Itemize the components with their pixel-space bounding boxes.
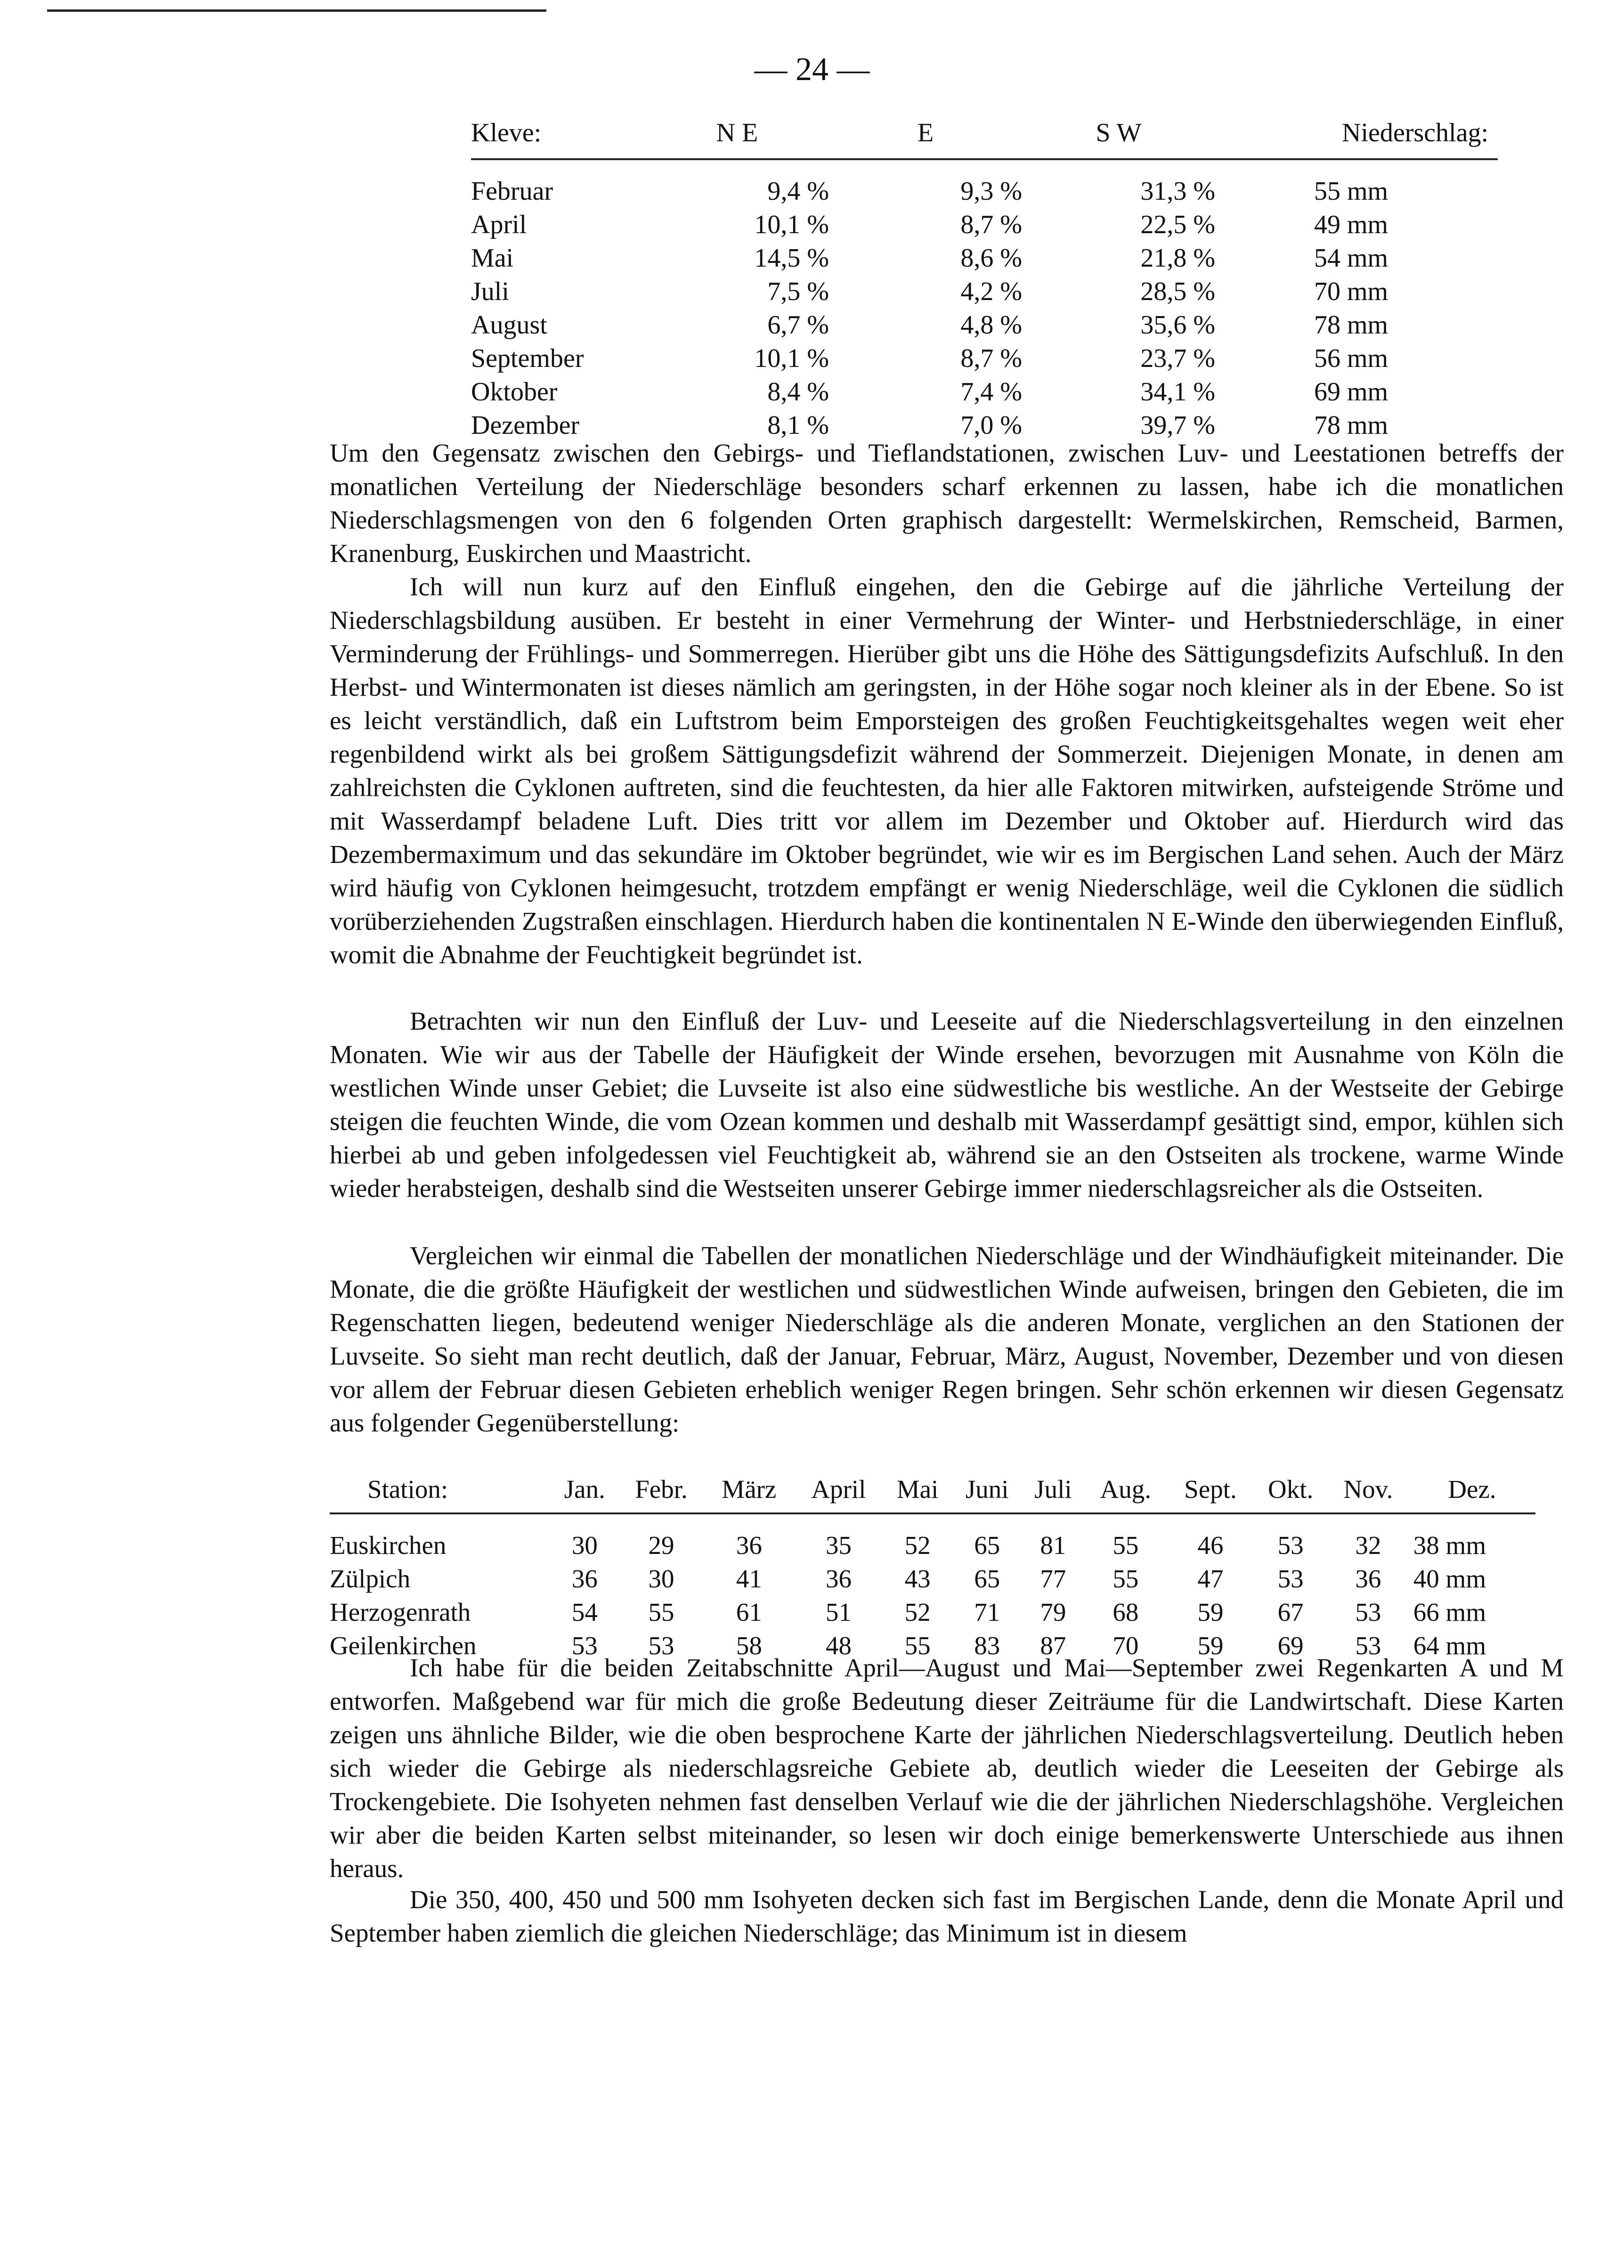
table-cell: Juli bbox=[471, 276, 509, 306]
table-cell: 55 mm bbox=[1314, 176, 1389, 206]
table-cell: 32 bbox=[1355, 1531, 1381, 1560]
table-cell: 38 mm bbox=[1413, 1531, 1486, 1560]
table-cell: Oktober bbox=[471, 377, 558, 406]
table-cell: 28,5 % bbox=[1140, 276, 1215, 306]
column-header: April bbox=[811, 1474, 866, 1504]
table-cell: 69 mm bbox=[1314, 377, 1389, 406]
table-cell: 64 mm bbox=[1413, 1631, 1486, 1660]
paragraph-4: Vergleichen wir einmal die Tabellen der monatlichen Niederschläge und der Windhäufigkeit miteinander. Die Monate, die die größte Häufigkeit der westlichen und südwestlichen Winde aufweisen, bringen den Gebieten, die im Regenschatten liegen, bedeutend weniger Niederschläge als die anderen Monate, verglichen an den Stationen der Luvseite. So sieht man recht deutlich, daß der Januar, Februar, März, August, November, Dezember und von diesen vor allem der Februar diesen Gebieten erheblich weniger Regen bringen. Sehr schön erkennen wir diesen Gegensatz aus folgender Gegenüberstellung: bbox=[330, 1241, 1564, 1437]
table-cell: Dezember bbox=[471, 410, 580, 440]
table-cell: 43 bbox=[904, 1564, 931, 1593]
table-row bbox=[471, 159, 1498, 208]
table-cell: 35 bbox=[825, 1531, 852, 1560]
column-header: Aug. bbox=[1100, 1474, 1152, 1504]
table-cell: 65 bbox=[974, 1531, 1000, 1560]
top-rule bbox=[47, 9, 546, 12]
table-cell: 53 bbox=[1355, 1598, 1381, 1626]
table-cell: 51 bbox=[825, 1598, 852, 1626]
table-cell: 52 bbox=[904, 1531, 931, 1560]
table-cell: Februar bbox=[471, 176, 553, 206]
table-cell: 8,7 % bbox=[960, 343, 1022, 373]
table-cell: 7,0 % bbox=[960, 410, 1022, 440]
table-cell: 9,3 % bbox=[960, 176, 1022, 206]
table-row bbox=[471, 241, 1498, 275]
table-header-row bbox=[471, 118, 1498, 159]
table-cell: 53 bbox=[1277, 1531, 1304, 1560]
paragraph-5: Ich habe für die beiden Zeitabschnitte April—August und Mai—September zwei Regenkarten A und M entworfen. Maßgebend war für mich die große Bedeutung dieser Zeiträume für die Landwirtschaft. Diese Karten zeigen uns ähnliche Bilder, wie die oben besprochene Karte der jährlichen Niederschlagsverteilung. Deutlich heben sich wieder die Gebirge als niederschlagsreiche Gebiete ab, deutlich wieder die Leeseiten der Gebirge als Trockengebiete. Die Isohyeten nehmen fast denselben Verlauf wie die der jährlichen Niederschlagshöhe. Vergleichen wir aber die beiden Karten selbst miteinander, so lesen wir doch einige bemerkenswerte Unterschiede aus ihnen heraus. bbox=[330, 1653, 1564, 1883]
column-header: Nov. bbox=[1343, 1474, 1393, 1504]
table-cell: 4,2 % bbox=[960, 276, 1022, 306]
table-cell: 8,6 % bbox=[960, 243, 1022, 273]
table-cell: 56 mm bbox=[1314, 343, 1389, 373]
column-header: Juni bbox=[965, 1474, 1009, 1504]
column-header: Niederschlag: bbox=[1342, 118, 1488, 147]
table-cell: 49 mm bbox=[1314, 210, 1389, 239]
station-precipitation-table bbox=[330, 1472, 1535, 1662]
table-cell: 58 bbox=[736, 1631, 762, 1660]
table-cell: 36 bbox=[736, 1531, 762, 1560]
table-cell: April bbox=[471, 210, 527, 239]
column-header: Sept. bbox=[1184, 1474, 1237, 1504]
table-cell: 48 bbox=[825, 1631, 852, 1660]
column-header: März bbox=[722, 1474, 777, 1504]
table-cell: 70 bbox=[1112, 1631, 1139, 1660]
table-cell: 36 bbox=[571, 1564, 598, 1593]
table-cell: 40 mm bbox=[1413, 1564, 1486, 1593]
table-cell: 41 bbox=[736, 1564, 762, 1593]
table-cell: 83 bbox=[974, 1631, 1000, 1660]
table-cell: 7,4 % bbox=[960, 377, 1022, 406]
table-cell: 79 bbox=[1040, 1598, 1066, 1626]
table-cell: 53 bbox=[1277, 1564, 1304, 1593]
table-cell: 69 bbox=[1277, 1631, 1304, 1660]
column-header: Station: bbox=[367, 1474, 448, 1504]
table-row bbox=[471, 375, 1498, 408]
paragraph-2: Ich will nun kurz auf den Einfluß eingehen, den die Gebirge auf die jährliche Verteilung der Niederschlagsbildung ausüben. Er besteht in einer Vermehrung der Winter- und Herbstniederschläge, in einer Verminderung der Frühlings- und Sommerregen. Hierüber gibt uns die Höhe des Sättigungsdefizits Aufschluß. In den Herbst- und Wintermonaten ist dieses nämlich am geringsten, in der Höhe sogar noch kleiner als in der Ebene. So ist es leicht verständlich, daß ein Luftstrom beim Emporsteigen des großen Feuchtigkeitsgehaltes wegen weit eher regenbildend wirkt als bei großem Sättigungsdefizit während der Sommerzeit. Diejenigen Monate, in denen am zahlreichsten die Cyklonen auftreten, sind die feuchtesten, da hier alle Faktoren mitwirken, aufsteigende Ströme und mit Wasserdampf beladene Luft. Dies tritt vor allem im Dezember und Oktober auf. Hierdurch wird das Dezembermaximum und das sekundäre im Oktober begründet, wie wir es im Bergischen Land sehen. Auch der März wird häufig von Cyklonen heimgesucht, trotzdem empfängt er wenig Niederschläge, weil die Cyklonen die südlich vorüberziehenden Zugstraßen einschlagen. Hierdurch haben die kontinentalen N E-Winde den überwiegenden Einfluß, womit die Abnahme der Feuchtigkeit begründet ist. bbox=[330, 572, 1564, 969]
table-cell: 9,4 % bbox=[767, 176, 829, 206]
table-cell: 77 bbox=[1040, 1564, 1066, 1593]
table-row bbox=[471, 341, 1498, 375]
table-cell: 30 bbox=[571, 1531, 598, 1560]
table-cell: 10,1 % bbox=[754, 343, 829, 373]
table-cell: 39,7 % bbox=[1140, 410, 1215, 440]
column-header: Jan. bbox=[564, 1474, 605, 1504]
table-cell: 8,1 % bbox=[767, 410, 829, 440]
table-cell: Herzogenrath bbox=[330, 1598, 471, 1626]
table-row bbox=[330, 1562, 1535, 1595]
column-header: Mai bbox=[896, 1474, 939, 1504]
column-header: Febr. bbox=[635, 1474, 688, 1504]
table-cell: 36 bbox=[1355, 1564, 1381, 1593]
table-cell: 71 bbox=[974, 1598, 1000, 1626]
table-cell: 34,1 % bbox=[1140, 377, 1215, 406]
table-cell: 35,6 % bbox=[1140, 310, 1215, 340]
table-cell: 70 mm bbox=[1314, 276, 1389, 306]
table-cell: 14,5 % bbox=[754, 243, 829, 273]
table-cell: 23,7 % bbox=[1140, 343, 1215, 373]
table-row bbox=[330, 1513, 1535, 1562]
table-row bbox=[471, 208, 1498, 241]
column-header: Juli bbox=[1034, 1474, 1072, 1504]
table-cell: 59 bbox=[1197, 1598, 1224, 1626]
table-cell: 7,5 % bbox=[767, 276, 829, 306]
table-cell: Mai bbox=[471, 243, 514, 273]
table-cell: 4,8 % bbox=[960, 310, 1022, 340]
table-cell: 8,7 % bbox=[960, 210, 1022, 239]
table-cell: 78 mm bbox=[1314, 310, 1389, 340]
table-cell: 21,8 % bbox=[1140, 243, 1215, 273]
table-row bbox=[471, 275, 1498, 308]
column-header: N E bbox=[716, 118, 758, 147]
table-cell: 8,4 % bbox=[767, 377, 829, 406]
table-cell: 59 bbox=[1197, 1631, 1224, 1660]
table-header-row bbox=[330, 1472, 1535, 1513]
table-cell: 78 mm bbox=[1314, 410, 1389, 440]
table-cell: 54 mm bbox=[1314, 243, 1389, 273]
table-cell: 68 bbox=[1112, 1598, 1139, 1626]
kleve-wind-table bbox=[471, 118, 1498, 442]
table-cell: 30 bbox=[648, 1564, 674, 1593]
table-cell: 66 mm bbox=[1413, 1598, 1486, 1626]
table-cell: 10,1 % bbox=[754, 210, 829, 239]
column-header: E bbox=[917, 118, 934, 147]
table-cell: 55 bbox=[1112, 1531, 1139, 1560]
table-cell: Zülpich bbox=[330, 1564, 411, 1593]
table-cell: 81 bbox=[1040, 1531, 1066, 1560]
table-cell: 29 bbox=[648, 1531, 674, 1560]
column-header: Okt. bbox=[1268, 1474, 1314, 1504]
table-cell: 52 bbox=[904, 1598, 931, 1626]
column-header: Kleve: bbox=[471, 118, 542, 147]
table-cell: 53 bbox=[571, 1631, 598, 1660]
table-cell: 53 bbox=[1355, 1631, 1381, 1660]
table-cell: 31,3 % bbox=[1140, 176, 1215, 206]
table-cell: 6,7 % bbox=[767, 310, 829, 340]
table-cell: 55 bbox=[648, 1598, 674, 1626]
paragraph-6: Die 350, 400, 450 und 500 mm Isohyeten decken sich fast im Bergischen Lande, denn die Monate April und September haben ziemlich die gleichen Niederschläge; das Minimum ist in diesem bbox=[330, 1885, 1564, 1947]
table-cell: 22,5 % bbox=[1140, 210, 1215, 239]
table-cell: 53 bbox=[648, 1631, 674, 1660]
column-header: Dez. bbox=[1448, 1474, 1496, 1504]
table-cell: Euskirchen bbox=[330, 1531, 447, 1560]
paragraph-3: Betrachten wir nun den Einfluß der Luv- und Leeseite auf die Niederschlagsverteilung in den einzelnen Monaten. Wie wir aus der Tabelle der Häufigkeit der Winde ersehen, bevorzugen mit Ausnahme von Köln die westlichen Winde unser Gebiet; die Luvseite ist also eine südwestliche bis westliche. An der Westseite der Gebirge steigen die feuchten Winde, die vom Ozean kommen und deshalb mit Wasserdampf gesättigt sind, empor, kühlen sich hierbei ab und geben infolgedessen viel Feuchtigkeit ab, während sie an den Ostseiten als trockene, warme Winde wieder herabsteigen, deshalb sind die Westseiten unserer Gebirge immer niederschlagsreicher als die Ostseiten. bbox=[330, 1007, 1564, 1203]
table-row bbox=[471, 308, 1498, 341]
page-number: — 24 — bbox=[754, 51, 870, 88]
column-header: S W bbox=[1096, 118, 1142, 147]
table-cell: 46 bbox=[1197, 1531, 1224, 1560]
table-cell: 61 bbox=[736, 1598, 762, 1626]
table-cell: 67 bbox=[1277, 1598, 1304, 1626]
paragraph-1: Um den Gegensatz zwischen den Gebirgs- und Tieflandstationen, zwischen Luv- und Leestationen betreffs der monatlichen Verteilung der Niederschläge besonders scharf erkennen zu lassen, habe ich die monatlichen Niederschlagsmengen von den 6 folgenden Orten graphisch dargestellt: Wermelskirchen, Remscheid, Barmen, Kranenburg, Euskirchen und Maastricht. bbox=[330, 439, 1564, 568]
table-cell: September bbox=[471, 343, 584, 373]
table-cell: 55 bbox=[1112, 1564, 1139, 1593]
table-cell: 36 bbox=[825, 1564, 852, 1593]
table-cell: 65 bbox=[974, 1564, 1000, 1593]
table-cell: 55 bbox=[904, 1631, 931, 1660]
table-cell: 54 bbox=[571, 1598, 598, 1626]
table-cell: 47 bbox=[1197, 1564, 1224, 1593]
table-row bbox=[330, 1595, 1535, 1629]
table-cell: 87 bbox=[1040, 1631, 1066, 1660]
table-cell: Geilenkirchen bbox=[330, 1631, 477, 1660]
table-cell: August bbox=[471, 310, 547, 340]
